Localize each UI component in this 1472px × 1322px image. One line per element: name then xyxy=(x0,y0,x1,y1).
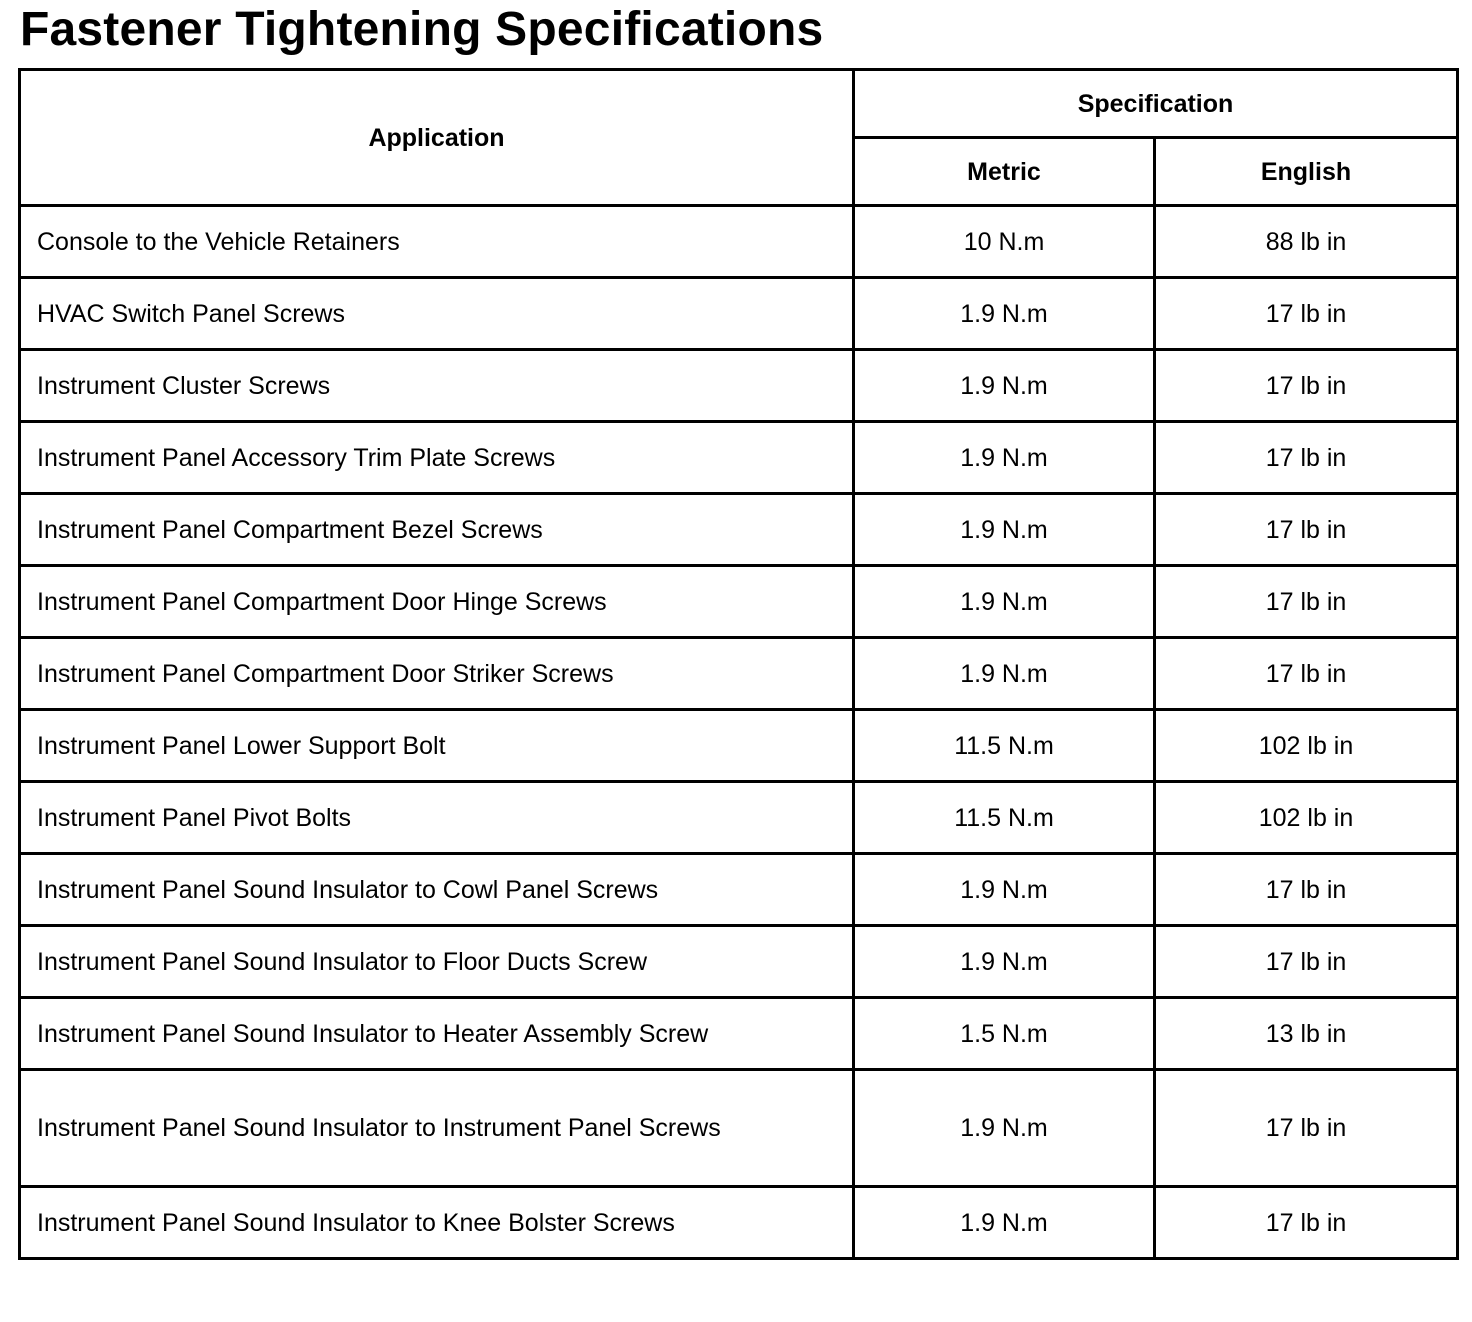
metric-cell: 11.5 N.m xyxy=(854,710,1155,782)
english-column-header: English xyxy=(1155,138,1458,206)
english-cell: 17 lb in xyxy=(1155,926,1458,998)
english-cell: 17 lb in xyxy=(1155,1187,1458,1259)
english-cell: 17 lb in xyxy=(1155,350,1458,422)
english-cell: 17 lb in xyxy=(1155,854,1458,926)
metric-cell: 1.9 N.m xyxy=(854,1070,1155,1187)
application-cell: Instrument Cluster Screws xyxy=(20,350,854,422)
table-row xyxy=(20,278,1458,350)
metric-cell: 1.9 N.m xyxy=(854,854,1155,926)
metric-cell: 1.9 N.m xyxy=(854,350,1155,422)
table-row xyxy=(20,1187,1458,1259)
application-cell: Console to the Vehicle Retainers xyxy=(20,206,854,278)
english-cell: 17 lb in xyxy=(1155,494,1458,566)
specification-column-header: Specification xyxy=(854,70,1458,138)
application-cell: Instrument Panel Compartment Door Striker Screws xyxy=(20,638,854,710)
table-row xyxy=(20,350,1458,422)
metric-cell: 10 N.m xyxy=(854,206,1155,278)
table-header-row xyxy=(20,70,1458,138)
english-cell: 17 lb in xyxy=(1155,638,1458,710)
specifications-table xyxy=(18,68,1459,1260)
metric-column-header: Metric xyxy=(854,138,1155,206)
table-row xyxy=(20,422,1458,494)
metric-cell: 1.9 N.m xyxy=(854,926,1155,998)
english-cell: 13 lb in xyxy=(1155,998,1458,1070)
application-column-header: Application xyxy=(20,70,854,206)
application-cell: Instrument Panel Compartment Bezel Screws xyxy=(20,494,854,566)
table-row xyxy=(20,998,1458,1070)
metric-cell: 1.9 N.m xyxy=(854,494,1155,566)
english-cell: 102 lb in xyxy=(1155,782,1458,854)
metric-cell: 1.9 N.m xyxy=(854,1187,1155,1259)
english-cell: 17 lb in xyxy=(1155,566,1458,638)
table-row xyxy=(20,1070,1458,1187)
application-cell: Instrument Panel Accessory Trim Plate Screws xyxy=(20,422,854,494)
application-cell: Instrument Panel Sound Insulator to Instrument Panel Screws xyxy=(20,1070,854,1187)
metric-cell: 11.5 N.m xyxy=(854,782,1155,854)
metric-cell: 1.9 N.m xyxy=(854,278,1155,350)
table-row xyxy=(20,710,1458,782)
table-row xyxy=(20,206,1458,278)
english-cell: 17 lb in xyxy=(1155,278,1458,350)
table-row xyxy=(20,782,1458,854)
application-cell: Instrument Panel Lower Support Bolt xyxy=(20,710,854,782)
application-cell: Instrument Panel Sound Insulator to Floor Ducts Screw xyxy=(20,926,854,998)
english-cell: 102 lb in xyxy=(1155,710,1458,782)
application-cell: Instrument Panel Sound Insulator to Heater Assembly Screw xyxy=(20,998,854,1070)
table-row xyxy=(20,854,1458,926)
metric-cell: 1.9 N.m xyxy=(854,566,1155,638)
metric-cell: 1.9 N.m xyxy=(854,638,1155,710)
english-cell: 88 lb in xyxy=(1155,206,1458,278)
english-cell: 17 lb in xyxy=(1155,1070,1458,1187)
application-cell: HVAC Switch Panel Screws xyxy=(20,278,854,350)
table-row xyxy=(20,926,1458,998)
application-cell: Instrument Panel Pivot Bolts xyxy=(20,782,854,854)
application-cell: Instrument Panel Sound Insulator to Knee Bolster Screws xyxy=(20,1187,854,1259)
metric-cell: 1.9 N.m xyxy=(854,422,1155,494)
application-cell: Instrument Panel Sound Insulator to Cowl Panel Screws xyxy=(20,854,854,926)
english-cell: 17 lb in xyxy=(1155,422,1458,494)
application-cell: Instrument Panel Compartment Door Hinge Screws xyxy=(20,566,854,638)
metric-cell: 1.5 N.m xyxy=(854,998,1155,1070)
table-row xyxy=(20,494,1458,566)
table-row xyxy=(20,566,1458,638)
table-row xyxy=(20,638,1458,710)
page-title: Fastener Tightening Specifications xyxy=(20,3,824,56)
